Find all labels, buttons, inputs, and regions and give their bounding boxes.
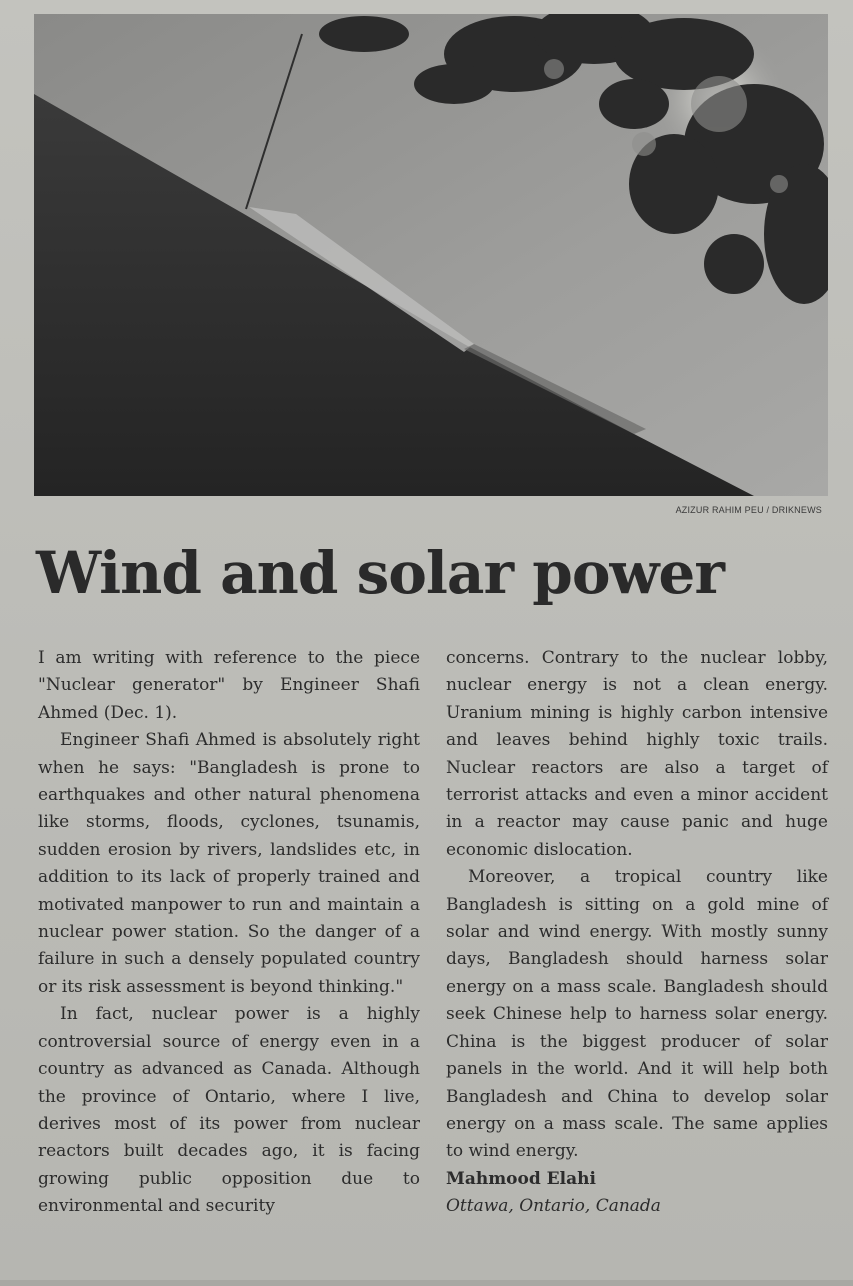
- article-column-right: [446, 645, 828, 1221]
- page-bottom-edge: [0, 1280, 853, 1286]
- photo-credit: AZIZUR RAHIM PEU / DRIKNEWS: [675, 505, 822, 515]
- article-paragraph: Engineer Shafi Ahmed is absolutely right when he says: "Bangladesh is prone to earthquakes and other natural phenomena like storms, floods, cyclones, tsunamis, sudden erosion by rivers, landslides etc, in addition to its lack of properly trained and motivated manpower to run and maintain a nuclear power station. So the danger of a failure in such a densely populated country or its risk assessment is beyond thinking.": [38, 730, 420, 997]
- roof-and-tree-photo-icon: [34, 14, 828, 496]
- article-column-left: [38, 645, 420, 1221]
- article-paragraph: concerns. Contrary to the nuclear lobby, nuclear energy is not a clean energy. Uranium mining is highly carbon intensive and leaves behind highly toxic trails. Nuclear reactors are also a target of terrorist attacks and even a minor accident in a reactor may cause panic and huge economic dislocation.: [446, 648, 828, 860]
- article-paragraph: I am writing with reference to the piece "Nuclear generator" by Engineer Shafi Ahmed (Dec. 1).: [38, 648, 420, 723]
- author-location: Ottawa, Ontario, Canada: [446, 1196, 661, 1217]
- article-paragraph: In fact, nuclear power is a highly controversial source of energy even in a country as advanced as Canada. Although the province of Ontario, where I live, derives most of its power from nuclear reactors built decades ago, it is facing growing public opposition due to environmental and security: [38, 1004, 420, 1217]
- author-name: Mahmood Elahi: [446, 1168, 596, 1189]
- article-headline: Wind and solar power: [36, 539, 724, 607]
- article-photo: [34, 14, 828, 496]
- article-paragraph: Moreover, a tropical country like Bangladesh is sitting on a gold mine of solar and wind energy. With mostly sunny days, Bangladesh should harness solar energy on a mass scale. Bangladesh should seek Chinese help to harness solar energy. China is the biggest producer of solar panels in the world. And it will help both Bangladesh and China to develop solar energy on a mass scale. The same applies to wind energy.: [446, 867, 828, 1162]
